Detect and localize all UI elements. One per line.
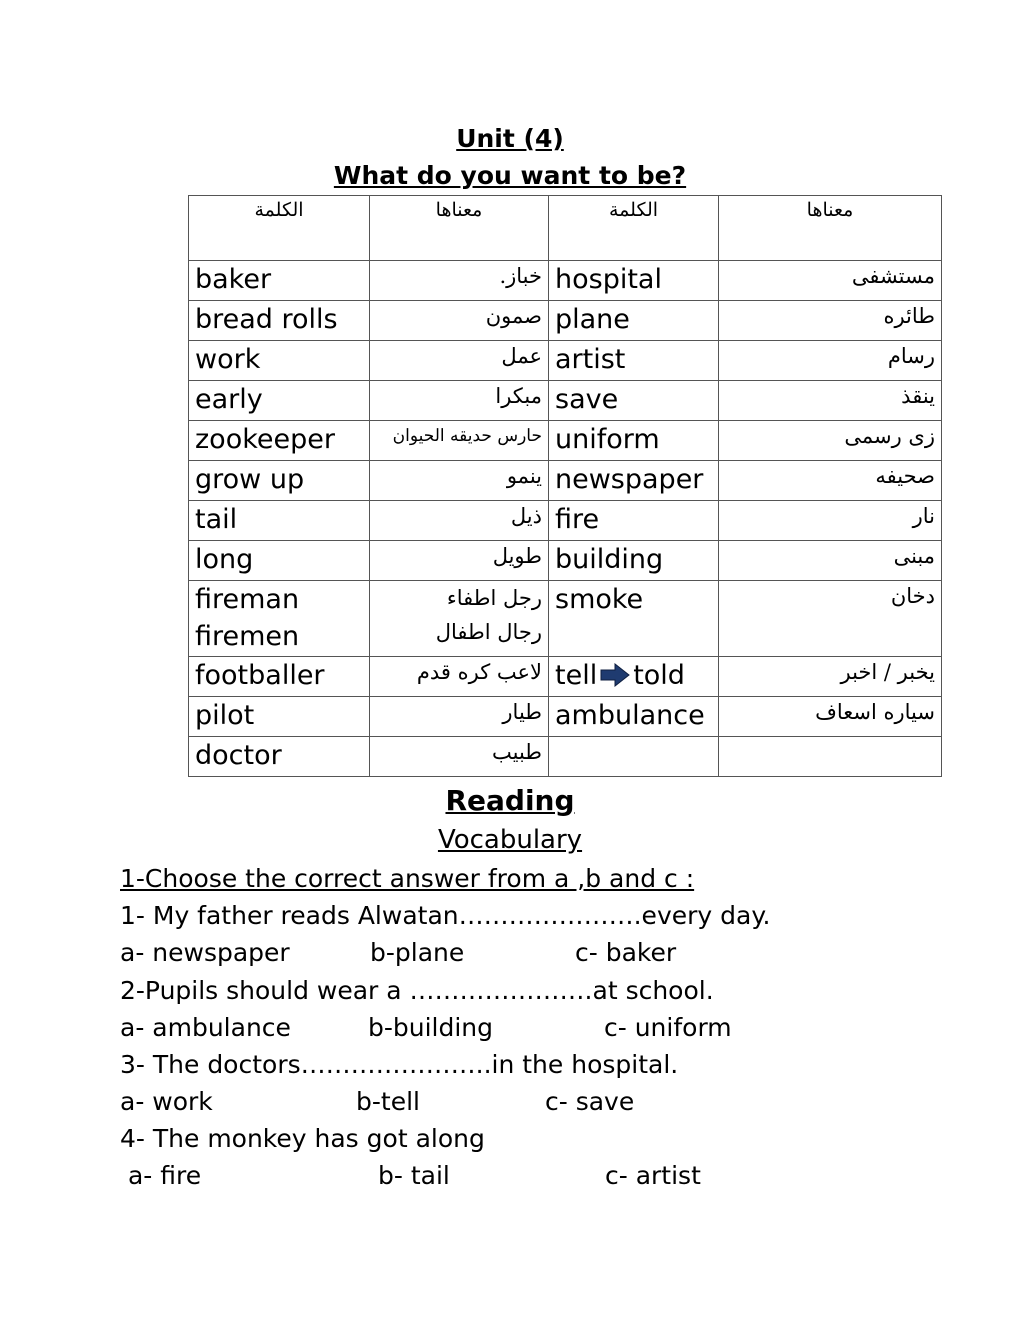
meaning-cell: [370, 581, 549, 657]
meaning-cell: رسام: [719, 341, 942, 381]
word-cell: save: [549, 381, 719, 421]
table-row: [189, 301, 942, 341]
meaning-cell: لاعب كره قدم: [370, 657, 549, 697]
option-a: a- newspaper: [120, 938, 290, 967]
table-row: [189, 261, 942, 301]
header-meaning-2: معناها: [719, 196, 942, 261]
word-cell: pilot: [189, 697, 370, 737]
word-cell: hospital: [549, 261, 719, 301]
question-1: 1- My father reads Alwatan………………….every day.: [120, 901, 771, 930]
word-cell: fire: [549, 501, 719, 541]
meaning-cell: زى رسمى: [719, 421, 942, 461]
meaning-cell: طويل: [370, 541, 549, 581]
word-cell: building: [549, 541, 719, 581]
header-word-1: الكلمة: [189, 196, 370, 261]
word-cell: baker: [189, 261, 370, 301]
meaning-cell: سياره اسعاف: [719, 697, 942, 737]
word-told: told: [633, 660, 685, 691]
option-a: a- fire: [120, 1161, 202, 1190]
meaning-cell: ذيل: [370, 501, 549, 541]
meaning-cell: خباز.: [370, 261, 549, 301]
word-cell: smoke: [549, 581, 719, 657]
instruction: 1-Choose the correct answer from a ,b and c :: [120, 864, 695, 893]
header-word-2: الكلمة: [549, 196, 719, 261]
meaning-cell: ينمو: [370, 461, 549, 501]
meaning-cell: نار: [719, 501, 942, 541]
meaning-cell: حارس حديقه الحيوان: [370, 421, 549, 461]
meaning-cell: مبكرا: [370, 381, 549, 421]
meaning-cell: دخان: [719, 581, 942, 657]
meaning-cell: طبيب: [370, 737, 549, 777]
table-row: [189, 581, 942, 657]
unit-subtitle: What do you want to be?: [333, 161, 687, 190]
right-arrow-icon: [600, 660, 630, 684]
meaning-cell: طائره: [719, 301, 942, 341]
word-cell: [549, 737, 719, 777]
option-c: c- uniform: [604, 1013, 732, 1042]
option-b: b-plane: [370, 938, 465, 967]
word-cell: uniform: [549, 421, 719, 461]
table-row: [189, 381, 942, 421]
question-4: 4- The monkey has got along: [120, 1124, 485, 1153]
option-c: c- save: [545, 1087, 635, 1116]
word-cell: ambulance: [549, 697, 719, 737]
unit-title: Unit (4): [456, 124, 564, 153]
word-cell: tail: [189, 501, 370, 541]
table-row: [189, 341, 942, 381]
word-fireman: fireman: [195, 584, 300, 615]
table-row: [189, 421, 942, 461]
option-c: c- artist: [605, 1161, 701, 1190]
meaning-fireman: رجل اطفاء: [446, 586, 542, 610]
word-cell: long: [189, 541, 370, 581]
table-row: [189, 541, 942, 581]
header-meaning-1: معناها: [370, 196, 549, 261]
word-cell: work: [189, 341, 370, 381]
meaning-cell: [719, 737, 942, 777]
vocabulary-subtitle: Vocabulary: [437, 825, 583, 855]
question-2: 2-Pupils should wear a ………………….at school.: [120, 976, 714, 1005]
table-row: [189, 501, 942, 541]
option-b: b-building: [368, 1013, 494, 1042]
meaning-cell: مبنى: [719, 541, 942, 581]
word-cell: grow up: [189, 461, 370, 501]
meaning-cell: صحيفه: [719, 461, 942, 501]
meaning-firemen: رجال اطفال: [435, 620, 542, 644]
word-cell: [189, 581, 370, 657]
word-firemen: firemen: [195, 621, 300, 652]
table-row: [189, 461, 942, 501]
word-cell: doctor: [189, 737, 370, 777]
option-b: b- tail: [378, 1161, 450, 1190]
meaning-cell: يخبر / اخبر: [719, 657, 942, 697]
word-cell: artist: [549, 341, 719, 381]
table-row: [189, 697, 942, 737]
meaning-cell: عمل: [370, 341, 549, 381]
word-tell: tell: [555, 660, 598, 691]
option-c: c- baker: [575, 938, 677, 967]
word-cell: early: [189, 381, 370, 421]
meaning-cell: مستشفى: [719, 261, 942, 301]
word-cell: [549, 657, 719, 697]
table-header-row: [189, 196, 942, 261]
option-a: a- ambulance: [120, 1013, 291, 1042]
meaning-cell: ينقذ: [719, 381, 942, 421]
table-row: [189, 657, 942, 697]
meaning-cell: صمون: [370, 301, 549, 341]
word-cell: footballer: [189, 657, 370, 697]
option-b: b-tell: [356, 1087, 420, 1116]
vocabulary-table: [188, 195, 942, 777]
word-cell: bread rolls: [189, 301, 370, 341]
table-row: [189, 737, 942, 777]
meaning-cell: طيار: [370, 697, 549, 737]
word-cell: plane: [549, 301, 719, 341]
option-a: a- work: [120, 1087, 213, 1116]
word-cell: zookeeper: [189, 421, 370, 461]
question-3: 3- The doctors…………………..in the hospital.: [120, 1050, 679, 1079]
reading-title: Reading: [445, 784, 575, 817]
word-cell: newspaper: [549, 461, 719, 501]
